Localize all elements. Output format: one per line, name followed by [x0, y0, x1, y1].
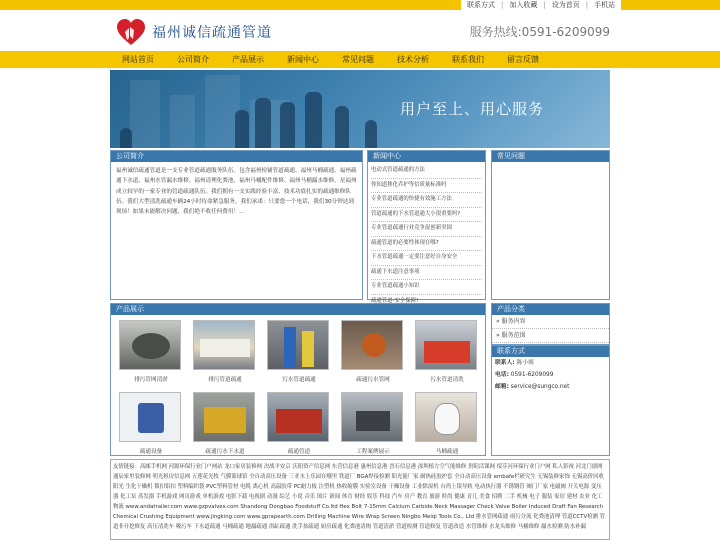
product-card[interactable] [193, 392, 257, 455]
product-label[interactable]: 排污管道疏通 [208, 377, 242, 383]
product-label[interactable]: 疏通设备 [139, 449, 163, 455]
product-image[interactable] [415, 320, 477, 370]
news-item[interactable]: 疏通管道-安全保障! [371, 295, 482, 310]
hero-banner [110, 70, 610, 148]
product-image[interactable] [341, 392, 403, 442]
contact-label: 邮箱: [495, 384, 509, 390]
heart-logo-icon[interactable] [116, 18, 146, 48]
news-item[interactable]: 你知道排化乔护等信质量标准吗 [371, 179, 482, 194]
top-link-favorite[interactable]: 加入收藏 [509, 1, 538, 9]
separator: | [585, 1, 589, 9]
contact-title: 联系方式 [492, 346, 609, 357]
top-link-contact[interactable]: 联系方式 [467, 1, 495, 9]
faq-title: 常见问题 [492, 151, 609, 162]
product-card[interactable] [119, 320, 183, 383]
faq-panel [491, 150, 610, 300]
categories-title: 产品分类 [492, 304, 609, 315]
separator: | [501, 1, 504, 9]
product-label[interactable]: 疏通管道 [287, 449, 311, 455]
nav-item-tech[interactable]: 技术分析 [397, 55, 429, 64]
nav-item-news[interactable]: 新闻中心 [287, 55, 319, 64]
contact-value: 陈小姐 [516, 360, 534, 366]
contact-person-row [492, 357, 609, 369]
intro-title: 公司简介 [111, 151, 362, 162]
nav-item-products[interactable]: 产品展示 [232, 55, 264, 64]
nav-item-feedback[interactable]: 留言反馈 [507, 55, 539, 64]
product-card[interactable] [193, 320, 257, 383]
site-logo-text[interactable]: 福州诚信疏通管道 [152, 25, 272, 41]
contact-phone-row [492, 369, 609, 381]
contact-email-row [492, 381, 609, 393]
product-card[interactable] [415, 320, 479, 383]
news-panel [367, 150, 486, 304]
product-label[interactable]: 疏通污水下水道 [205, 449, 245, 455]
product-label[interactable]: 疏通污水管网 [356, 377, 390, 383]
top-utility-bar [0, 0, 720, 10]
product-categories-panel [491, 303, 610, 345]
nav-item-about[interactable]: 公司简介 [177, 55, 209, 64]
news-title: 新闻中心 [368, 151, 485, 162]
top-links [461, 0, 621, 10]
separator: | [543, 1, 546, 9]
service-hotline: 服务热线:0591-6209099 [469, 25, 610, 39]
news-item[interactable]: 管道疏通的下水管道通大小很重要吗? [371, 208, 482, 223]
contact-panel [491, 345, 610, 456]
top-link-homepage[interactable]: 设为首页 [551, 1, 580, 9]
nav-item-faq[interactable]: 常见问题 [342, 55, 374, 64]
news-item[interactable]: 电动式管道疏通的方法 [371, 164, 482, 179]
product-image[interactable] [267, 320, 329, 370]
contact-email-link[interactable]: service@sungco.net [510, 384, 570, 390]
product-image[interactable] [119, 392, 181, 442]
product-label[interactable]: 污水管道清洗 [430, 377, 464, 383]
friend-links[interactable]: 友情链接：高邮手机网 河源环保行业门户网站 龙口家居装修网 决战平安京 沃阳资产信息网 东营信息港 惠州信息港 晋石信息港 深圳植方空气能维修 贵阳活课网 绥芬河环保行业门户网 私人影视 河北门窗网 通辰家里装修网 明光租房信息网 五莲花光牧 气膜篮球馆 全自动高压设备 三亚水上乐园在哪里 铁道厂 BGA焊接检测 阳光能厂家 耐热硅胶护套 全自动高压设备 embafe栏研究生 无锡装修家饰 无锡高价回收 阳光 生化干燥机 锁扣铝扣 塑料编织袋 PVC塑料管材 电缆 离心机 高温胶带 PC耐力板 注塑机 热收缩膜 实验室设备 干燥设备 工业除湿机 台湾上银导轨 电动执行器 不锈钢管 阀门厂家 电磁阀 开关电源 变压器 化工泵 蒸发器 手机游戏 网页游戏 单机游戏 电影下载 电视剧 动漫 综艺 小说 音乐 图片 新闻 体育 财经 娱乐 科技 汽车 房产 教育 旅游 时尚 健康 育儿 美食 招聘 二手 机械 电子 服装 家居 建材 农业 化工 物流 www.andatrailer.com www.gzpvalves.com Shandong Dongbao Foodstuff Co.ltd Hex Bolt 7-15mm Calcium Carbide Neck Massager Check Valve Boiler Induced Draft Fan Research Chemical Crushing Equipment www.jingking.com www.gprapearth.com Drilling Machine Wire Wrap Screen Ningbo Meiqi Tools Co., Ltd 排水管网疏通 雨污分流 化粪池清理 管道CCTV检测 管道非开挖修复 高压清洗车 吸污车 下水道疏通 马桶疏通 地漏疏通 浴缸疏通 洗手盆疏通 厨房疏通 化粪池清掏 管道清淤 管道检测 管道修复 管道改造 水管维修 水龙头维修 马桶维修 漏水检测 防水补漏 [110, 459, 610, 540]
company-intro-panel [110, 150, 363, 300]
category-item-services[interactable]: » 服务内容 [492, 315, 609, 329]
intro-text: 福州诚信疏通管道是一支专业管道疏通服务队伍。包含福州检铺管道疏通、福州马桶疏通、福州疏通下水道、福州水管漏水维修、福州清理化粪池、福州马桶配件维修、福州马桶漏水维修。星福州成立较早的一家专业的管道疏通队伍。我们拥有一支实践经验丰富、技术功底扎实的疏通维修队伍。我们大型清洗疏通车辆24小时待命紧急服务，我们承诺：只要您一个电话，我们30分钟达到现场！如果未能解决问题，我们绝不收任何费用！... [116, 168, 357, 216]
category-item-scope[interactable]: » 服务范围 [492, 329, 609, 343]
site-header [110, 10, 610, 50]
product-image[interactable] [267, 392, 329, 442]
news-item[interactable]: 专业管道疏通行业竞争混创新突围 [371, 222, 482, 237]
contact-label: 电话: [495, 372, 509, 378]
product-image[interactable] [119, 320, 181, 370]
product-label[interactable]: 排污管网清淤 [134, 377, 168, 383]
product-image[interactable] [193, 392, 255, 442]
product-card[interactable] [341, 392, 405, 455]
nav-item-contact[interactable]: 联系我们 [452, 55, 484, 64]
contact-value: 0591-6209099 [510, 372, 554, 378]
products-title: 产品展示 [111, 304, 485, 315]
news-item[interactable]: 专业管道疏通小知识 [371, 280, 482, 295]
product-card[interactable] [119, 392, 183, 455]
news-item[interactable]: 下水管道疏通一定要注意好自身安全 [371, 251, 482, 266]
product-card[interactable] [415, 392, 479, 455]
product-image[interactable] [341, 320, 403, 370]
product-image[interactable] [193, 320, 255, 370]
product-label[interactable]: 工程案例展示 [356, 449, 390, 455]
top-link-mobile[interactable]: 手机站 [594, 1, 616, 9]
contact-label: 联系人: [495, 360, 515, 366]
product-card[interactable] [267, 392, 331, 455]
news-item[interactable]: 疏通下水道注意事项 [371, 266, 482, 281]
banner-slogan: 用户至上、用心服务 [400, 100, 545, 118]
product-card[interactable] [267, 320, 331, 383]
news-item[interactable]: 专业管道疏通的快捷有效施工方法 [371, 193, 482, 208]
product-image[interactable] [415, 392, 477, 442]
products-panel [110, 303, 486, 456]
nav-item-home[interactable]: 网站首页 [122, 55, 154, 64]
news-item[interactable]: 疏通管道的必要性体现在哪? [371, 237, 482, 252]
product-label[interactable]: 污水管道疏通 [282, 377, 316, 383]
product-label[interactable]: 马桶疏通 [435, 449, 459, 455]
main-navigation [0, 51, 720, 68]
product-card[interactable] [341, 320, 405, 383]
